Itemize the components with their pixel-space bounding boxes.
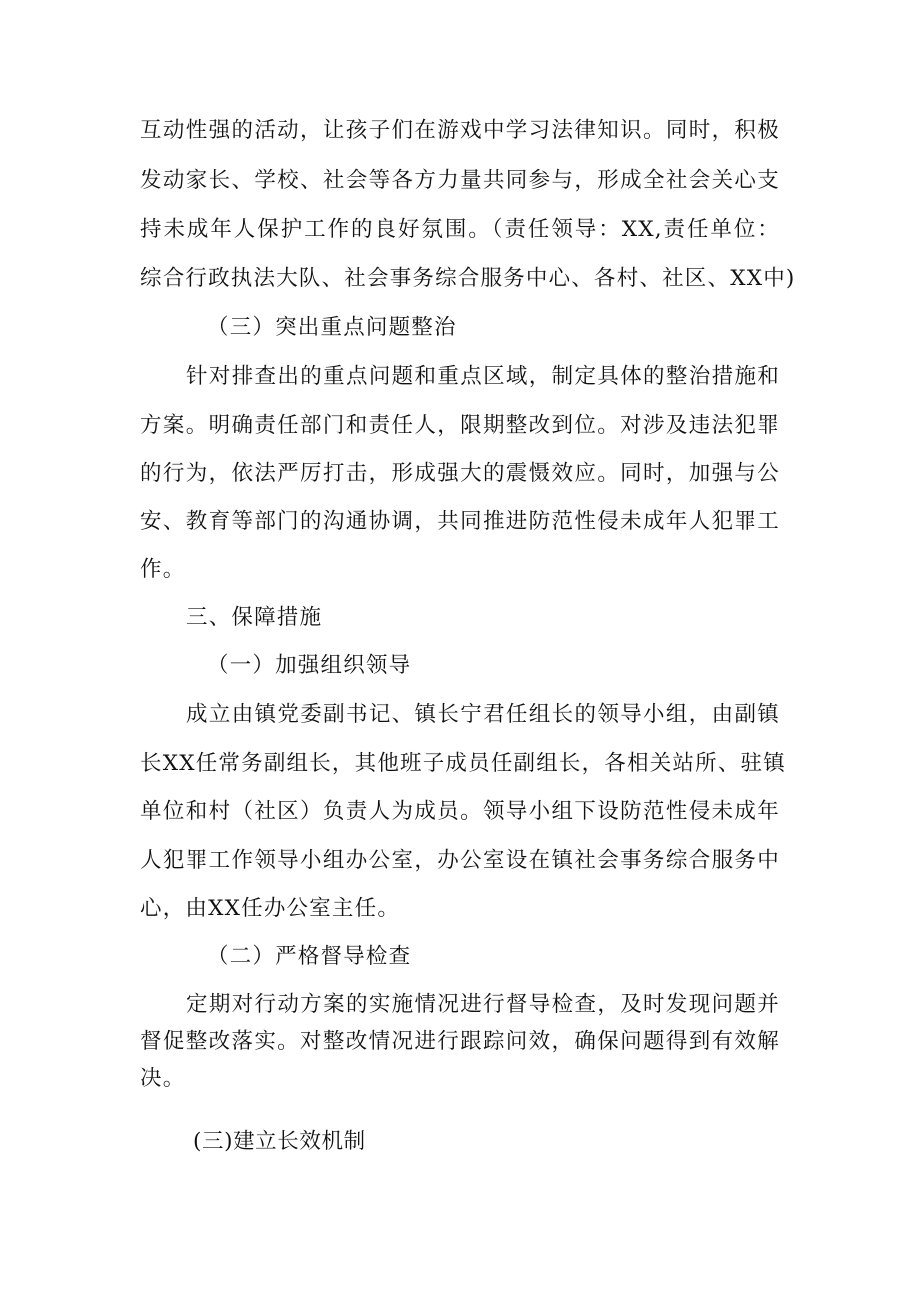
paragraph-line: 督促整改落实。对整改情况进行跟踪问效，确保问题得到有效解 [140,1029,780,1054]
section-subheading: (三)建立长效机制 [193,1129,366,1154]
section-subheading: （三）突出重点问题整治 [207,315,457,340]
paragraph-line: 长XX任常务副组长，其他班子成员任副组长，各相关站所、驻镇 [140,751,786,776]
section-subheading: （一）加强组织领导 [207,653,412,678]
paragraph-line: 安、教育等部门的沟通协调，共同推进防范性侵未成年人犯罪工 [140,509,780,534]
section-heading: 三、保障措施 [186,605,323,630]
paragraph-line: 持未成年人保护工作的良好氛围。（责任领导：XX,责任单位： [140,217,780,242]
paragraph-line: 发动家长、学校、社会等各方力量共同参与，形成全社会关心支 [140,168,780,193]
paragraph-line: 作。 [140,557,186,582]
paragraph-line: 定期对行动方案的实施情况进行督导检查，及时发现问题并 [186,992,780,1017]
paragraph-line: 人犯罪工作领导小组办公室，办公室设在镇社会事务综合服务中 [140,848,780,873]
paragraph-line: 决。 [140,1066,186,1091]
paragraph-line: 针对排查出的重点问题和重点区域，制定具体的整治措施和 [186,364,780,389]
paragraph-line: 互动性强的活动，让孩子们在游戏中学习法律知识。同时，积极 [140,118,780,143]
paragraph-line: 单位和村（社区）负责人为成员。领导小组下设防范性侵未成年 [140,799,780,824]
paragraph-line: 心，由XX任办公室主任。 [140,896,401,921]
section-subheading: （二）严格督导检查 [207,944,412,969]
paragraph-line: 的行为，依法严厉打击，形成强大的震慑效应。同时，加强与公 [140,461,780,486]
paragraph-line: 综合行政执法大队、社会事务综合服务中心、各村、社区、XX中) [140,266,796,291]
paragraph-line: 方案。明确责任部门和责任人，限期整改到位。对涉及违法犯罪 [140,413,780,438]
paragraph-line: 成立由镇党委副书记、镇长宁君任组长的领导小组，由副镇 [186,702,780,727]
